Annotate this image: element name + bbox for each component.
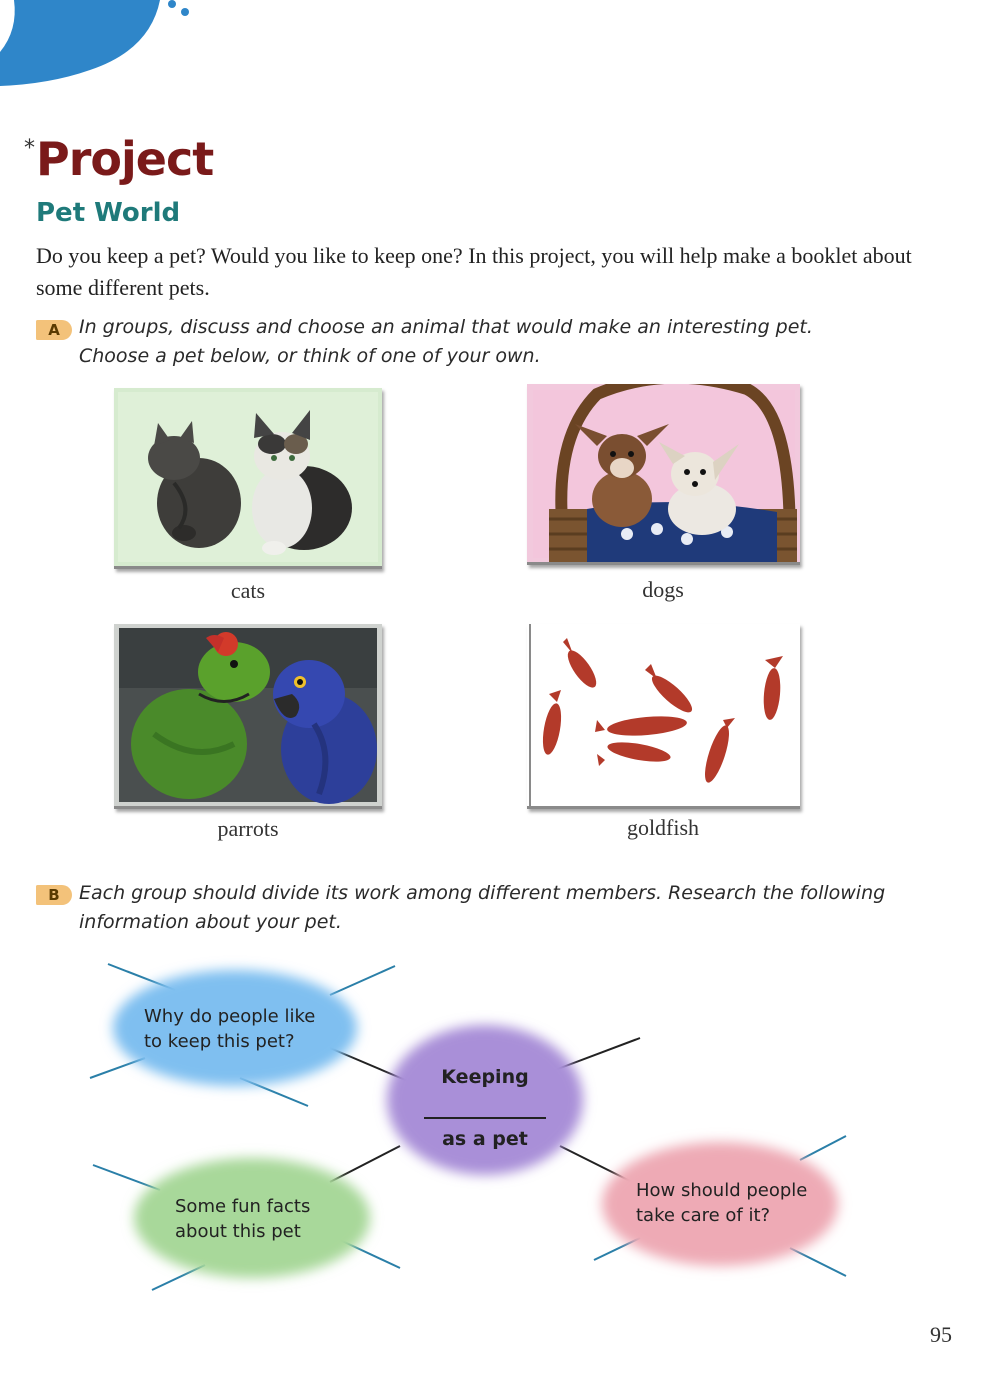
corner-decoration	[0, 0, 200, 90]
dogs-photo	[527, 384, 800, 565]
project-asterisk: *	[24, 136, 35, 161]
step-a-instruction-1: In groups, discuss and choose an animal that would make an interesting pet.	[79, 316, 813, 338]
step-b-instruction-2: information about your pet.	[79, 911, 342, 933]
care-spoke-1	[800, 1136, 846, 1160]
page-title: Project	[36, 132, 214, 186]
goldfish-photo	[527, 624, 800, 809]
center-bubble	[387, 1025, 583, 1175]
step-b-badge: B	[36, 885, 72, 905]
facts-bubble-line-2: about this pet	[175, 1221, 301, 1242]
step-a-instruction-2: Choose a pet below, or think of one of your own.	[79, 345, 541, 367]
why-bubble-line-1: Why do people like	[144, 1006, 316, 1027]
page-subtitle: Pet World	[36, 198, 181, 228]
why-spoke-2	[330, 966, 395, 995]
center-bubble-bottom: as a pet	[442, 1128, 528, 1150]
facts-to-center-line	[330, 1146, 400, 1182]
facts-spoke-1	[93, 1165, 160, 1190]
dogs-caption: dogs	[642, 577, 684, 602]
step-a-badge: A	[36, 320, 72, 340]
center-bubble-top: Keeping	[441, 1066, 529, 1088]
care-spoke-3	[790, 1248, 846, 1276]
step-b-instruction-1: Each group should divide its work among different members. Research the following	[79, 882, 886, 904]
goldfish-caption: goldfish	[626, 815, 700, 840]
parrots-photo	[114, 624, 382, 809]
page-number: 95	[930, 1322, 952, 1347]
cats-caption: cats	[230, 578, 266, 603]
facts-bubble-line-1: Some fun facts	[175, 1196, 311, 1217]
why-bubble-line-2: to keep this pet?	[144, 1031, 295, 1052]
intro-paragraph: Do you keep a pet? Would you like to keep one? In this project, you will help make a booklet about some different pets.	[36, 243, 912, 300]
parrots-caption: parrots	[217, 816, 279, 841]
cats-photo	[114, 388, 382, 569]
care-bubble-line-2: take care of it?	[636, 1205, 771, 1226]
care-bubble-line-1: How should people	[636, 1180, 808, 1201]
